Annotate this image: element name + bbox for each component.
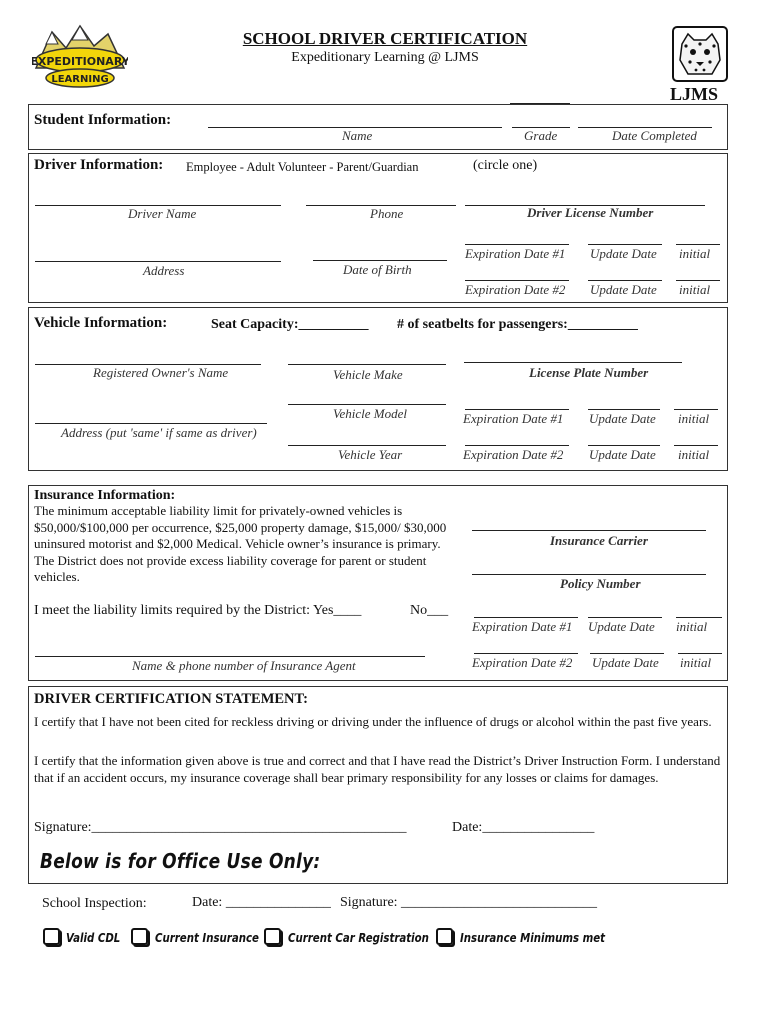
dob-label: Date of Birth: [343, 262, 412, 277]
certification-para-2: I certify that the information given above is true and correct and that I have read the District’s Driver Instruction Form. I understand that if an accident occurs, my insurance coverage shall bear primary responsibility for any losses or claims for damages.: [34, 753, 721, 785]
vehicle-model-label: Vehicle Model: [333, 406, 407, 421]
vehicle-exp2-field[interactable]: [465, 445, 569, 446]
driver-address-field[interactable]: [35, 261, 281, 262]
liability-no-option[interactable]: No___: [410, 603, 449, 618]
policy-number-field[interactable]: [472, 574, 706, 575]
current-car-registration-label: Current Car Registration: [288, 931, 429, 945]
driver-update2-label: Update Date: [590, 282, 657, 297]
vehicle-make-field[interactable]: [288, 364, 446, 365]
driver-initial2-label: initial: [679, 282, 711, 297]
driver-initial1-field[interactable]: [676, 244, 720, 245]
certification-date-field[interactable]: Date:________________: [452, 820, 595, 835]
certification-heading: DRIVER CERTIFICATION STATEMENT:: [34, 691, 308, 707]
insurance-minimums-label: Insurance Minimums met: [460, 931, 606, 945]
driver-heading: Driver Information:: [34, 157, 164, 173]
date-completed-label: Date Completed: [612, 128, 697, 143]
student-heading: Student Information:: [34, 112, 172, 128]
policy-number-label: Policy Number: [560, 576, 641, 591]
vehicle-exp2-label: Expiration Date #2: [463, 447, 564, 462]
ljms-logo-text: LJMS: [670, 84, 719, 104]
current-insurance-label: Current Insurance: [155, 931, 259, 945]
grade-top-line: [510, 103, 570, 104]
insurance-initial2-field[interactable]: [678, 653, 722, 654]
name-label: Name: [342, 128, 373, 143]
driver-type-options[interactable]: Employee - Adult Volunteer - Parent/Guardian: [186, 160, 419, 174]
insurance-carrier-field[interactable]: [472, 530, 706, 531]
insurance-heading: Insurance Information:: [34, 488, 176, 503]
svg-text:EXPEDITIONARY: EXPEDITIONARY: [32, 55, 128, 68]
valid-cdl-label: Valid CDL: [66, 931, 121, 945]
certification-para-1: I certify that I have not been cited for reckless driving or driving under the influence of drugs or alcohol within the past five years.: [34, 714, 712, 729]
driver-initial1-label: initial: [679, 246, 711, 261]
driver-exp2-label: Expiration Date #2: [465, 282, 566, 297]
vehicle-exp1-field[interactable]: [465, 409, 569, 410]
ljms-leopard-logo: [672, 26, 728, 82]
current-insurance-checkbox[interactable]: [131, 928, 148, 945]
driver-exp2-field[interactable]: [465, 280, 569, 281]
driver-update1-label: Update Date: [590, 246, 657, 261]
inspection-signature-field[interactable]: Signature: ____________________________: [340, 895, 598, 910]
grade-label: Grade: [524, 128, 558, 143]
current-car-registration-checkbox[interactable]: [264, 928, 281, 945]
vehicle-model-field[interactable]: [288, 404, 446, 405]
phone-label: Phone: [370, 206, 404, 221]
vehicle-update1-field[interactable]: [588, 409, 660, 410]
office-use-title: Below is for Office Use Only:: [40, 849, 321, 873]
vehicle-heading: Vehicle Information:: [34, 315, 168, 331]
driver-license-label: Driver License Number: [527, 205, 654, 220]
valid-cdl-checkbox[interactable]: [43, 928, 60, 945]
insurance-exp1-field[interactable]: [474, 617, 578, 618]
form-subtitle: Expeditionary Learning @ LJMS: [291, 50, 479, 65]
insurance-carrier-label: Insurance Carrier: [550, 533, 648, 548]
vehicle-year-label: Vehicle Year: [338, 447, 403, 462]
vehicle-exp1-label: Expiration Date #1: [463, 411, 564, 426]
vehicle-make-label: Vehicle Make: [333, 367, 403, 382]
insurance-exp1-label: Expiration Date #1: [472, 619, 573, 634]
school-inspection-label: School Inspection:: [42, 896, 147, 911]
vehicle-update1-label: Update Date: [589, 411, 656, 426]
vehicle-initial2-field[interactable]: [674, 445, 718, 446]
insurance-update1-label: Update Date: [588, 619, 655, 634]
insurance-initial1-label: initial: [676, 619, 708, 634]
vehicle-initial1-field[interactable]: [674, 409, 718, 410]
driver-update2-field[interactable]: [588, 280, 662, 281]
vehicle-address-field[interactable]: [35, 423, 267, 424]
dob-field[interactable]: [313, 260, 447, 261]
signature-field[interactable]: Signature:_____________________________________________: [34, 820, 407, 835]
driver-exp1-label: Expiration Date #1: [465, 246, 566, 261]
driver-address-label: Address: [143, 263, 185, 278]
insurance-update2-label: Update Date: [592, 655, 659, 670]
insurance-agent-field[interactable]: [35, 656, 425, 657]
driver-name-label: Driver Name: [128, 206, 197, 221]
svg-text:LEARNING: LEARNING: [51, 74, 109, 85]
vehicle-update2-label: Update Date: [589, 447, 656, 462]
license-plate-label: License Plate Number: [529, 365, 649, 380]
circle-one-note: (circle one): [473, 158, 538, 173]
insurance-text: The minimum acceptable liability limit for privately-owned vehicles is $50,000/$100,000 per occurrence, $25,000 property damage, $15,000/ $30,000 uninsured motorist and $2,000 Medical. Vehicle owner’s insurance is primary. The District does not provide excess liability coverage for parent or student vehicles.: [34, 503, 447, 585]
driver-exp1-field[interactable]: [465, 244, 569, 245]
license-plate-field[interactable]: [464, 362, 682, 363]
insurance-minimums-checkbox[interactable]: [436, 928, 453, 945]
insurance-agent-label: Name & phone number of Insurance Agent: [132, 658, 356, 673]
driver-initial2-field[interactable]: [676, 280, 720, 281]
vehicle-update2-field[interactable]: [588, 445, 660, 446]
form-title: SCHOOL DRIVER CERTIFICATION: [242, 29, 528, 48]
seat-capacity-field[interactable]: Seat Capacity:__________: [211, 317, 369, 332]
vehicle-initial1-label: initial: [678, 411, 710, 426]
seatbelts-field[interactable]: # of seatbelts for passengers:__________: [397, 317, 638, 332]
insurance-initial2-label: initial: [680, 655, 712, 670]
owner-name-label: Registered Owner's Name: [93, 365, 229, 380]
liability-limits-statement[interactable]: I meet the liability limits required by the District: Yes____: [34, 603, 362, 618]
insurance-exp2-label: Expiration Date #2: [472, 655, 573, 670]
insurance-update2-field[interactable]: [590, 653, 664, 654]
driver-update1-field[interactable]: [588, 244, 662, 245]
vehicle-address-label: Address (put 'same' if same as driver): [61, 425, 257, 440]
insurance-update1-field[interactable]: [588, 617, 662, 618]
insurance-initial1-field[interactable]: [676, 617, 722, 618]
inspection-date-field[interactable]: Date: _______________: [192, 895, 331, 910]
insurance-exp2-field[interactable]: [474, 653, 578, 654]
vehicle-year-field[interactable]: [288, 445, 446, 446]
vehicle-initial2-label: initial: [678, 447, 710, 462]
